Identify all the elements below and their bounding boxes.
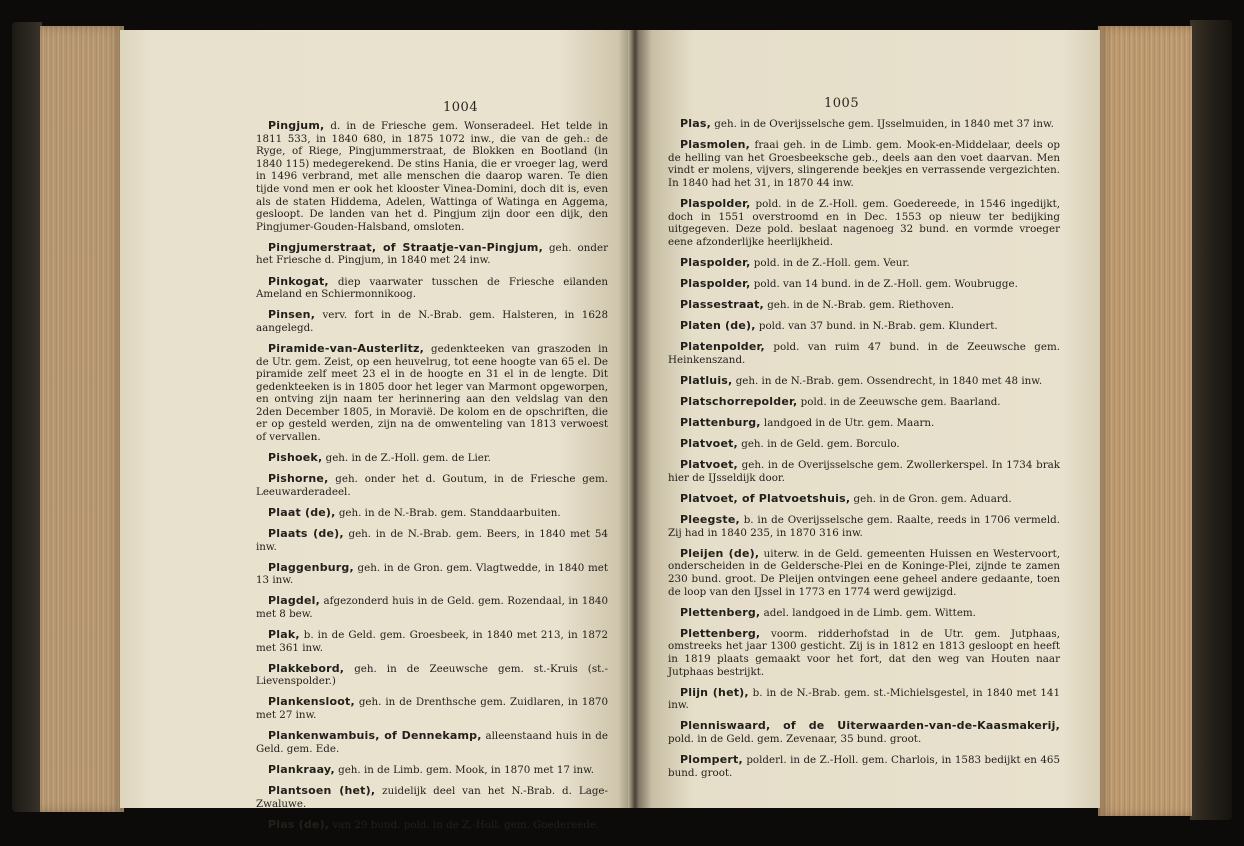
dictionary-entry xyxy=(256,595,608,620)
entry-text: pold. in de Z.-Holl. gem. Veur. xyxy=(750,256,910,269)
dictionary-entry xyxy=(668,198,1060,248)
entry-text: geh. onder het Friesche d. Pingjum, in 1840 met 24 inw. xyxy=(256,241,608,267)
entry-headword: Plattenburg, xyxy=(680,416,761,430)
entry-headword: Pleijen (de), xyxy=(680,546,760,560)
dictionary-entry xyxy=(256,276,608,301)
page-number: 1004 xyxy=(443,100,479,115)
dictionary-entry xyxy=(668,628,1060,678)
entry-headword: Plankenwambuis, of Dennekamp, xyxy=(268,729,482,743)
dictionary-entry xyxy=(668,720,1060,745)
page-edges-right xyxy=(1098,26,1192,816)
entry-text: geh. in de N.-Brab. gem. Riethoven. xyxy=(763,299,955,312)
book-cover-right xyxy=(1190,20,1232,820)
entry-headword: Pleegste, xyxy=(680,513,740,527)
entry-headword: Plasmolen, xyxy=(680,138,751,152)
dictionary-entry xyxy=(256,120,608,233)
entry-headword: Piramide-van-Austerlitz, xyxy=(268,341,425,355)
dictionary-entry xyxy=(256,473,608,498)
right-page xyxy=(638,30,1100,808)
dictionary-entry xyxy=(668,438,1060,451)
dictionary-entry xyxy=(256,452,608,465)
entry-text: geh. in de Overijsselsche gem. IJsselmuiden, in 1840 met 37 inw. xyxy=(710,118,1054,130)
dictionary-entry xyxy=(668,417,1060,430)
dictionary-entry xyxy=(668,299,1060,312)
dictionary-entry xyxy=(256,696,608,721)
entry-text: geh. in de Limb. gem. Mook, in 1870 met 17 inw. xyxy=(334,763,595,776)
entry-text: geh. in de Gron. gem. Vlagtwedde, in 1840 met 13 inw. xyxy=(256,561,608,587)
dictionary-entry xyxy=(668,459,1060,484)
entry-headword: Plaspolder, xyxy=(680,255,751,269)
entry-headword: Platvoet, of Platvoetshuis, xyxy=(680,491,851,505)
entry-text: uiterw. in de Geld. gemeenten Huissen en Westervoort, onderscheiden in de Geldersche-Plei en de Koninge-Plei, zijnde te zamen 230 bund. groot. De Pleijen ontvingen eene geheel andere gedaante, toen de loop van den IJssel in 1773 en 1774 werd gewijzigd. xyxy=(668,547,1061,598)
entry-text: pold. van 14 bund. in de Z.-Holl. gem. Woubrugge. xyxy=(750,277,1018,290)
dictionary-entry xyxy=(668,548,1060,598)
entry-text: pold. in de Zeeuwsche gem. Baarland. xyxy=(797,396,1001,408)
entry-text: adel. landgoed in de Limb. gem. Wittem. xyxy=(760,606,976,619)
entry-text: d. in de Friesche gem. Wonseradeel. Het telde in 1811 533, in 1840 680, in 1875 1072 inw., die van de geh.: de Ryge, of Riege, Pingjummerstraat, de Blokken en Bootland (in 1840 115) medegerekend. De stins Hania, die er vroeger lag, werd in 1496 verbrand, met alle menschen die daarop waren. Te dien tijde vond men er ook het klooster Vinea-Domini, doch dit is, even als de staten Hiddema, Adelen, Wattinga of Watinga en Aggema, gesloopt. De landen van het d. Pingjum zijn door een dijk, den Pingjumer-Gouden-Halsband, omsloten. xyxy=(256,120,608,233)
entry-text: voorm. ridderhofstad in de Utr. gem. Jutphaas, omstreeks het jaar 1300 gesticht. Zij is in 1812 en 1813 gesloopt en heeft in 1819 plaats gemaakt voor het fort, dat den weg van Houten naar Jutphaas bestrijkt. xyxy=(668,627,1060,678)
entry-headword: Pinsen, xyxy=(268,308,316,322)
entry-text: van 29 bund. pold. in de Z.-Holl. gem. Goedereede. xyxy=(329,818,600,831)
entry-headword: Platvoet, xyxy=(680,458,738,472)
entry-text: geh. onder het d. Goutum, in de Friesche gem. Leeuwarderadeel. xyxy=(256,473,608,498)
entry-text: geh. in de N.-Brab. gem. Ossendrecht, in 1840 met 48 inw. xyxy=(732,374,1043,387)
dictionary-entry xyxy=(668,320,1060,333)
entry-headword: Pishoek, xyxy=(268,451,323,465)
entry-text: b. in de N.-Brab. gem. st.-Michielsgestel, in 1840 met 141 inw. xyxy=(668,686,1060,712)
entry-headword: Plompert, xyxy=(680,752,743,766)
entry-headword: Plagdel, xyxy=(268,594,321,608)
entry-text: gedenkteeken van graszoden in de Utr. gem. Zeist, op een heuvelrug, tot eene hoogte van 65 el. De piramide zelf meet 23 el in de hoogte en 31 el in de lengte. Dit gedenkteeken is in 1805 door het leger van Marmont opgeworpen, en ontving zijn naam ter herinnering aan den veldslag van den 2den December 1805, in Moravië. De kolom en de opschriften, die er op gesteld werden, zijn na de omwenteling van 1813 verwoest of vervallen. xyxy=(256,342,608,444)
entry-text: verv. fort in de N.-Brab. gem. Halsteren, in 1628 aangelegd. xyxy=(256,309,608,334)
dictionary-entry xyxy=(256,663,608,688)
dictionary-entry xyxy=(668,139,1060,189)
dictionary-column-left xyxy=(256,120,608,840)
left-page xyxy=(120,30,634,831)
entry-headword: Plettenberg, xyxy=(680,605,761,619)
page-number: 1005 xyxy=(824,96,860,111)
entry-text: geh. in de Drenthsche gem. Zuidlaren, in 1870 met 27 inw. xyxy=(256,696,608,722)
entry-headword: Plenniswaard, of de Uiterwaarden-van-de-Kaasmakerij, xyxy=(680,719,1060,733)
entry-text: pold. van ruim 47 bund. in de Zeeuwsche gem. Heinkenszand. xyxy=(668,341,1060,366)
entry-headword: Plaspolder, xyxy=(680,196,751,210)
entry-headword: Plantsoen (het), xyxy=(268,783,376,797)
entry-headword: Platschorrepolder, xyxy=(680,395,798,408)
entry-text: geh. in de Zeeuwsche gem. st.-Kruis (st.-Lievenspolder.) xyxy=(256,662,608,688)
dictionary-entry xyxy=(668,607,1060,620)
dictionary-entry xyxy=(668,118,1060,131)
dictionary-entry xyxy=(668,375,1060,388)
entry-headword: Pinkogat, xyxy=(268,274,329,288)
entry-headword: Pishorne, xyxy=(268,472,329,486)
dictionary-entry xyxy=(256,764,608,777)
dictionary-entry xyxy=(256,629,608,654)
entry-headword: Plaspolder, xyxy=(680,276,751,290)
entry-headword: Platvoet, xyxy=(680,437,738,451)
entry-text: landgoed in de Utr. gem. Maarn. xyxy=(760,417,935,430)
dictionary-entry xyxy=(256,528,608,553)
entry-headword: Plas (de), xyxy=(268,817,330,831)
dictionary-entry xyxy=(668,493,1060,506)
entry-headword: Plankraay, xyxy=(268,762,335,776)
entry-headword: Platenpolder, xyxy=(680,340,765,354)
dictionary-entry xyxy=(668,754,1060,779)
entry-text: geh. in de Overijsselsche gem. Zwollerkerspel. In 1734 brak hier de IJsseldijk door. xyxy=(668,459,1060,484)
entry-text: pold. in de Z.-Holl. gem. Goedereede, in 1546 ingedijkt, doch in 1551 overstroomd en in Dec. 1553 op nieuw ter bedijking uitgegeven. Deze pold. beslaat nagenoeg 32 bund. en vormde vroeger eene afzonderlijke heerlijkheid. xyxy=(668,197,1060,248)
dictionary-entry xyxy=(668,687,1060,712)
entry-headword: Plettenberg, xyxy=(680,626,761,640)
dictionary-entry xyxy=(256,730,608,755)
entry-headword: Plaats (de), xyxy=(268,527,344,541)
entry-text: afgezonderd huis in de Geld. gem. Rozendaal, in 1840 met 8 bew. xyxy=(256,595,608,620)
entry-text: pold. in de Geld. gem. Zevenaar, 35 bund. groot. xyxy=(668,732,922,745)
entry-headword: Plakkebord, xyxy=(268,661,345,675)
dictionary-entry xyxy=(256,343,608,444)
entry-headword: Platen (de), xyxy=(680,319,756,333)
book-cover-left xyxy=(12,22,42,812)
dictionary-entry xyxy=(668,278,1060,291)
entry-text: geh. in de Geld. gem. Borculo. xyxy=(737,438,900,451)
entry-text: polderl. in de Z.-Holl. gem. Charlois, in 1583 bedijkt en 465 bund. groot. xyxy=(668,753,1060,779)
entry-headword: Platluis, xyxy=(680,373,733,387)
entry-text: alleenstaand huis in de Geld. gem. Ede. xyxy=(256,730,608,755)
dictionary-entry xyxy=(668,341,1060,366)
entry-text: fraai geh. in de Limb. gem. Mook-en-Middelaar, deels op de helling van het Groesbeeksche geb., deels aan den voet daarvan. Men vindt er molens, vijvers, slingerende beekjes en verrassende vergezichten. In 1840 had het 31, in 1870 44 inw. xyxy=(668,139,1060,189)
entry-headword: Plaat (de), xyxy=(268,505,336,519)
entry-headword: Plankensloot, xyxy=(268,695,355,709)
dictionary-entry xyxy=(668,514,1060,539)
dictionary-entry xyxy=(668,257,1060,270)
dictionary-entry xyxy=(256,309,608,334)
entry-headword: Plassestraat, xyxy=(680,298,764,312)
entry-headword: Plaggenburg, xyxy=(268,560,354,574)
dictionary-entry xyxy=(256,562,608,587)
entry-headword: Plijn (het), xyxy=(680,685,749,699)
entry-text: geh. in de Gron. gem. Aduard. xyxy=(850,492,1012,505)
entry-headword: Pingjumerstraat, of Straatje-van-Pingjum, xyxy=(268,240,543,254)
dictionary-column-right xyxy=(668,118,1060,788)
entry-text: diep vaarwater tusschen de Friesche eilanden Ameland en Schiermonnikoog. xyxy=(256,275,608,301)
entry-text: zuidelijk deel van het N.-Brab. d. Lage-Zwaluwe. xyxy=(256,784,608,810)
entry-headword: Plas, xyxy=(680,117,711,130)
entry-text: geh. in de N.-Brab. gem. Beers, in 1840 met 54 inw. xyxy=(256,528,608,553)
entry-text: geh. in de N.-Brab. gem. Standdaarbuiten. xyxy=(335,506,561,519)
entry-text: b. in de Overijsselsche gem. Raalte, reeds in 1706 vermeld. Zij had in 1840 235, in 1870 316 inw. xyxy=(668,514,1060,539)
dictionary-entry xyxy=(256,819,608,832)
dictionary-entry xyxy=(668,396,1060,409)
entry-text: b. in de Geld. gem. Groesbeek, in 1840 met 213, in 1872 met 361 inw. xyxy=(256,629,608,654)
entry-headword: Pingjum, xyxy=(268,119,325,132)
dictionary-entry xyxy=(256,785,608,810)
entry-text: geh. in de Z.-Holl. gem. de Lier. xyxy=(322,452,491,465)
page-edges-left xyxy=(40,26,124,812)
entry-text: pold. van 37 bund. in N.-Brab. gem. Klundert. xyxy=(755,320,998,333)
dictionary-entry xyxy=(256,242,608,267)
entry-headword: Plak, xyxy=(268,628,300,642)
dictionary-entry xyxy=(256,507,608,520)
